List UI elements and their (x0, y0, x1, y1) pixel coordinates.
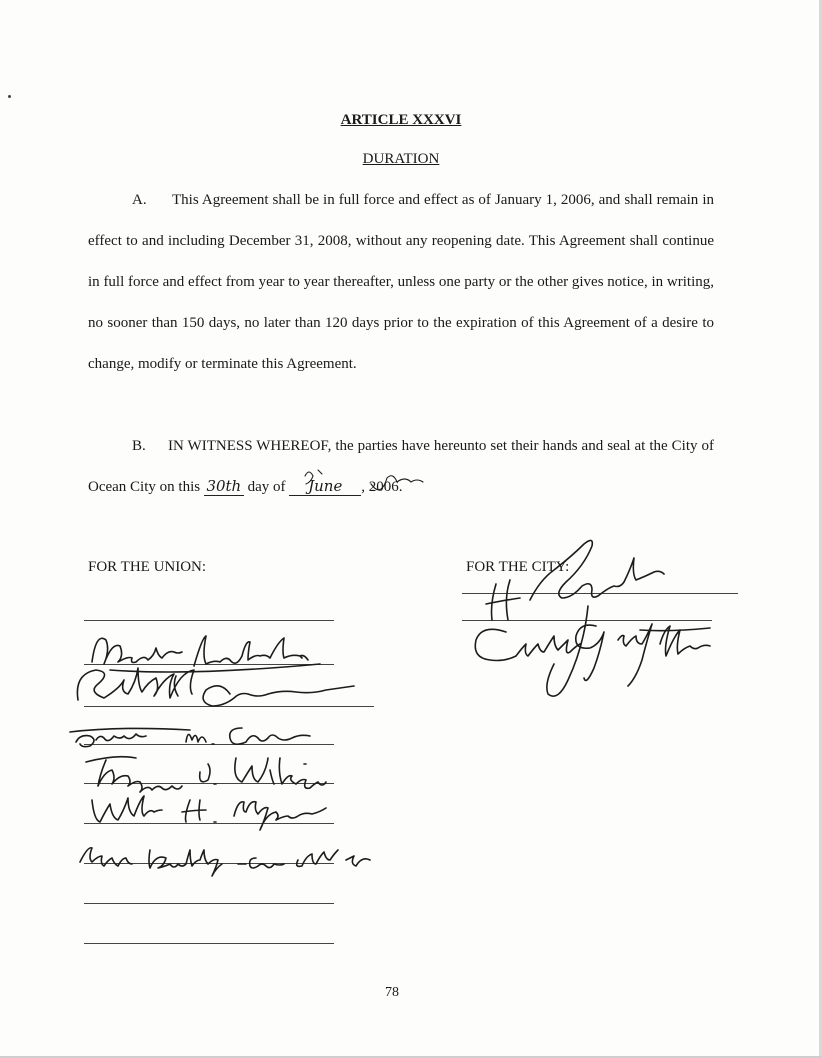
paragraph-a-text: This Agreement shall be in full force and effect as of January 1, 2006, and shall remain in effect to and including December 31, 2008, without any reopening date. This Agreement shall continue in full force and effect from year to year thereafter, unless one party or the other gives notice, in writing, no sooner than 150 days, no later than 120 days prior to the expiration of this Agreement of a desire to change, modify or terminate this Agreement. (88, 192, 714, 372)
paragraph-b-text-before: IN WITNESS WHEREOF, the parties have hereunto set their hands and seal at the City of Ocean City on this (88, 438, 714, 495)
city-label: FOR THE CITY: (466, 559, 570, 575)
day-blank: 30th (204, 477, 244, 496)
signature-union-1 (92, 636, 320, 672)
date-handwriting (305, 470, 423, 490)
article-title: ARTICLE XXXVI (340, 112, 462, 128)
page-number: 78 (385, 985, 399, 1000)
signature-union-4 (86, 757, 326, 792)
paragraph-b-label: B. (132, 438, 146, 454)
paragraph-b-text-middle: day of (243, 479, 290, 495)
paragraph-b-text-after: , 2006. (361, 479, 403, 495)
section-title: DURATION (362, 151, 440, 167)
month-blank: June (289, 477, 361, 496)
signature-union-5 (92, 796, 326, 830)
signature-union-6 (80, 848, 370, 876)
paragraph-a-label: A. (132, 192, 147, 208)
union-label: FOR THE UNION: (88, 559, 207, 575)
signature-union-2 (77, 668, 354, 706)
signature-city-2 (475, 624, 710, 686)
signature-union-3 (70, 728, 310, 747)
